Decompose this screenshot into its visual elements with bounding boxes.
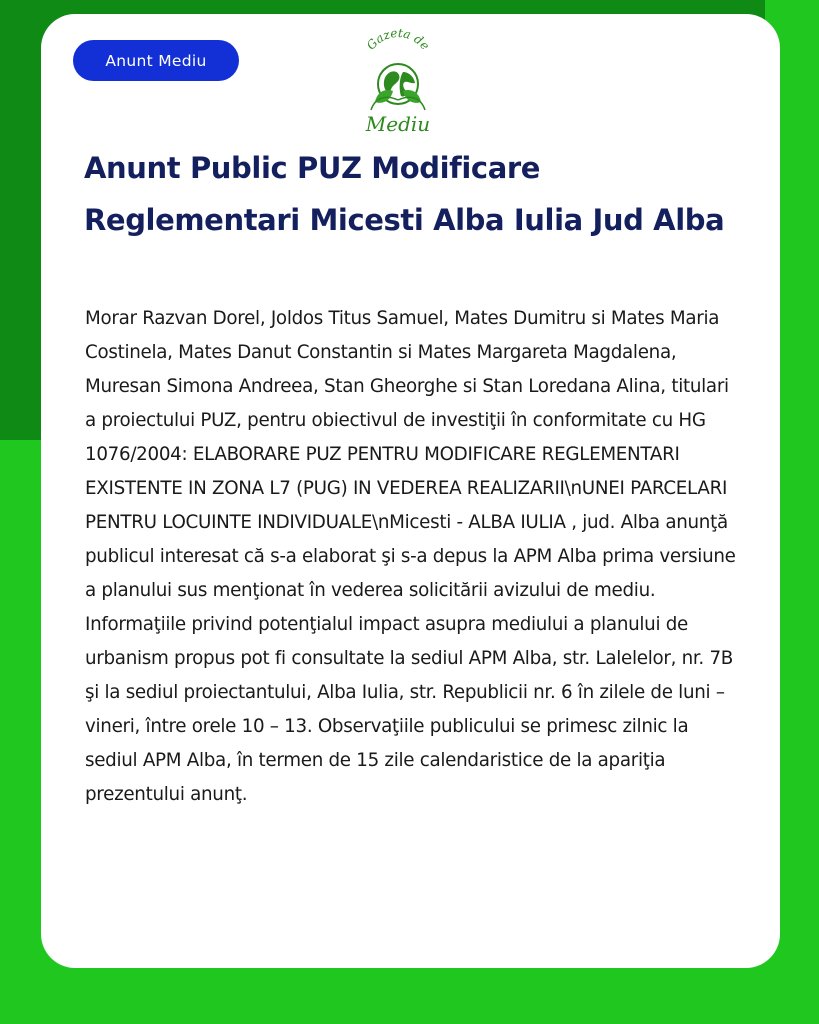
article-body: Morar Razvan Dorel, Joldos Titus Samuel, Mates Dumitru si Mates Maria Costinela, Mates Danut Constantin si Mates Margareta Magdalena, Muresan Simona Andreea, Stan Gheorghe si Stan Loredana Alina, titulari a proiectului PUZ, pentru obiectivul de investiţii în conformitate cu HG 1076/2004: ELABORARE PUZ PENTRU MODIFICARE REGLEMENTARI EXISTENTE IN ZONA L7 (PUG) IN VEDEREA REALIZARII\nUNEI PARCELARI PENTRU LOCUINTE INDIVIDUALE\nMicesti - ALBA IULIA , jud. Alba anunţă publicul interesat că s-a elaborat şi s-a depus la APM Alba prima versiune a planului sus menţionat în vederea solicitării avizului de mediu. Informaţiile privind potenţialul impact asupra mediului a planului de urbanism propus pot fi consultate la sediul APM Alba, str. Lalelelor, nr. 7B şi la sediul proiectantului, Alba Iulia, str. Republicii nr. 6 în zilele de luni – vineri, între orele 10 – 13. Observaţiile publicului se primesc zilnic la sediul APM Alba, în termen de 15 zile calendaristice de la apariţia prezentului anunţ. — [85, 308, 736, 805]
globe-leaf-icon — [353, 28, 443, 140]
category-badge[interactable]: Anunt Mediu — [73, 40, 239, 81]
announcement-card — [41, 14, 780, 968]
article-title: Anunt Public PUZ Modificare Reglementari Micesti Alba Iulia Jud Alba — [84, 151, 725, 237]
logo-text-bottom: Mediu — [365, 112, 431, 136]
logo-text-top: Gazeta de — [363, 28, 433, 53]
svg-text:Gazeta de — [364, 28, 432, 53]
gazeta-de-mediu-logo — [353, 28, 443, 140]
